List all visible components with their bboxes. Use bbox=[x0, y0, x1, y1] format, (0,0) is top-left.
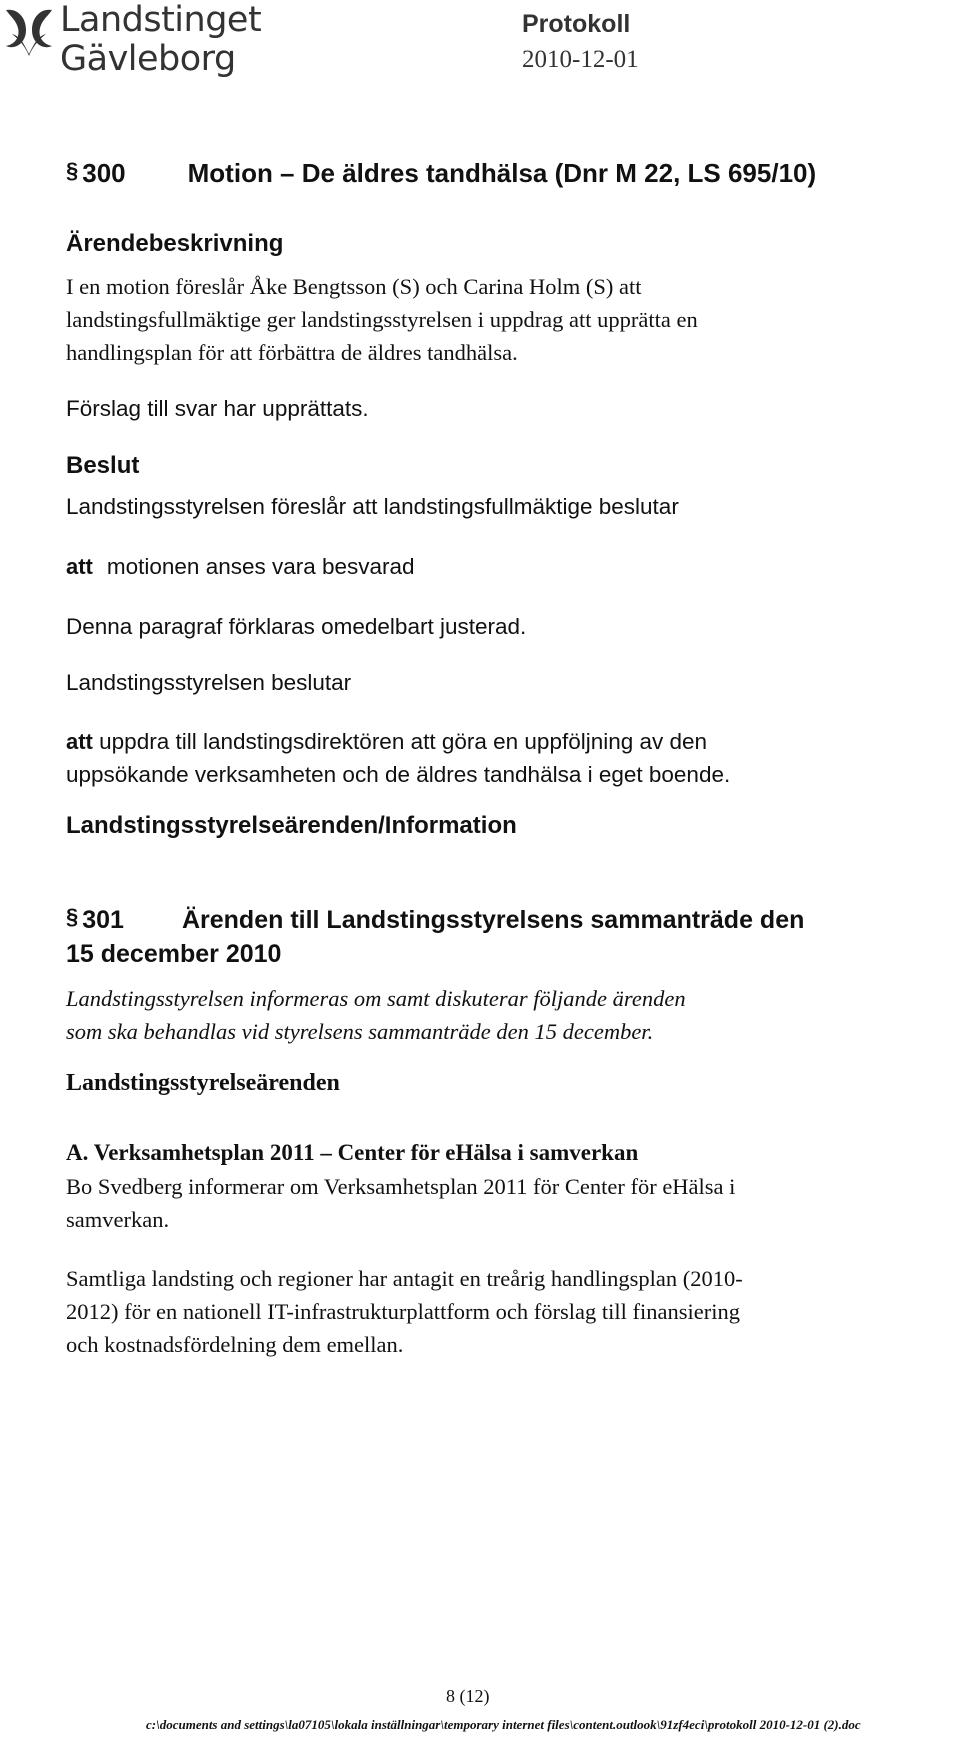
att2-line1: uppdra till landstingsdirektören att göra en uppföljning av den bbox=[99, 729, 708, 754]
paragraph-line: och kostnadsfördelning dem emellan. bbox=[66, 1332, 404, 1357]
subheading: Landstingsstyrelseärenden bbox=[66, 1070, 340, 1096]
document-date: 2010-12-01 bbox=[522, 46, 639, 73]
decision-intro: Landstingsstyrelsen föreslår att landstingsfullmäktige beslutar bbox=[66, 494, 679, 519]
description-heading: Ärendebeskrivning bbox=[66, 230, 284, 257]
item-a-paragraph bbox=[66, 1262, 743, 1361]
att-keyword: att bbox=[66, 554, 93, 579]
decision-att-text: motionen anses vara besvarad bbox=[106, 554, 415, 579]
justified-text: Denna paragraf förklaras omedelbart justerad. bbox=[66, 614, 527, 639]
decision-att-line bbox=[66, 550, 415, 583]
proposal-text: Förslag till svar har upprättats. bbox=[66, 396, 369, 421]
page-number: 8 (12) bbox=[446, 1686, 490, 1706]
att-keyword: att bbox=[66, 729, 93, 754]
item-a-text bbox=[66, 1170, 735, 1236]
decision-att2 bbox=[66, 725, 730, 791]
att2-line2: uppsökande verksamheten och de äldres tandhälsa i eget boende. bbox=[66, 762, 731, 787]
section-heading-line1: Ärenden till Landstingsstyrelsens sammanträde den bbox=[181, 906, 805, 934]
item-a-line: Bo Svedberg informerar om Verksamhetsplan 2011 för Center för eHälsa i bbox=[66, 1174, 736, 1199]
category-heading: Landstingsstyrelseärenden/Information bbox=[66, 812, 517, 839]
logo-line2: Gävleborg bbox=[60, 39, 236, 79]
description-line: landstingsfullmäktige ger landstingsstyrelsen i uppdrag att upprätta en bbox=[66, 307, 698, 332]
section-heading: Motion – De äldres tandhälsa (Dnr M 22, LS 695/10) bbox=[187, 158, 817, 188]
section-title bbox=[66, 906, 804, 935]
description-text bbox=[66, 270, 698, 369]
section-number: 301 bbox=[82, 906, 124, 934]
description-line: I en motion föreslår Åke Bengtsson (S) och Carina Holm (S) att bbox=[66, 274, 642, 299]
paragraph-line: 2012) för en nationell IT-infrastrukturplattform och förslag till finansiering bbox=[66, 1299, 740, 1324]
section-mark-icon: § bbox=[66, 158, 79, 183]
file-path: c:\documents and settings\la07105\lokala inställningar\temporary internet files\content.outlook\91zf4eci\protokoll 2010-12-01 (2).doc bbox=[146, 1717, 861, 1732]
board-decides: Landstingsstyrelsen beslutar bbox=[66, 670, 352, 695]
paragraph-line: Samtliga landsting och regioner har antagit en treårig handlingsplan (2010- bbox=[66, 1266, 743, 1291]
document-type: Protokoll bbox=[522, 10, 631, 38]
logo-line1: Landstinget bbox=[60, 0, 262, 40]
decision-heading: Beslut bbox=[66, 452, 140, 479]
item-a-line: samverkan. bbox=[66, 1207, 170, 1232]
swirl-logo-icon bbox=[2, 4, 56, 58]
section-mark-icon: § bbox=[66, 904, 79, 929]
section-number: 300 bbox=[82, 158, 126, 188]
section-intro bbox=[66, 982, 686, 1048]
section-title bbox=[66, 158, 816, 189]
item-a-title: A. Verksamhetsplan 2011 – Center för eHälsa i samverkan bbox=[66, 1140, 639, 1165]
intro-line: Landstingsstyrelsen informeras om samt diskuterar följande ärenden bbox=[66, 986, 686, 1011]
section-heading-line2: 15 december 2010 bbox=[66, 940, 282, 968]
description-line: handlingsplan för att förbättra de äldres tandhälsa. bbox=[66, 340, 518, 365]
intro-line: som ska behandlas vid styrelsens sammanträde den 15 december. bbox=[66, 1019, 654, 1044]
